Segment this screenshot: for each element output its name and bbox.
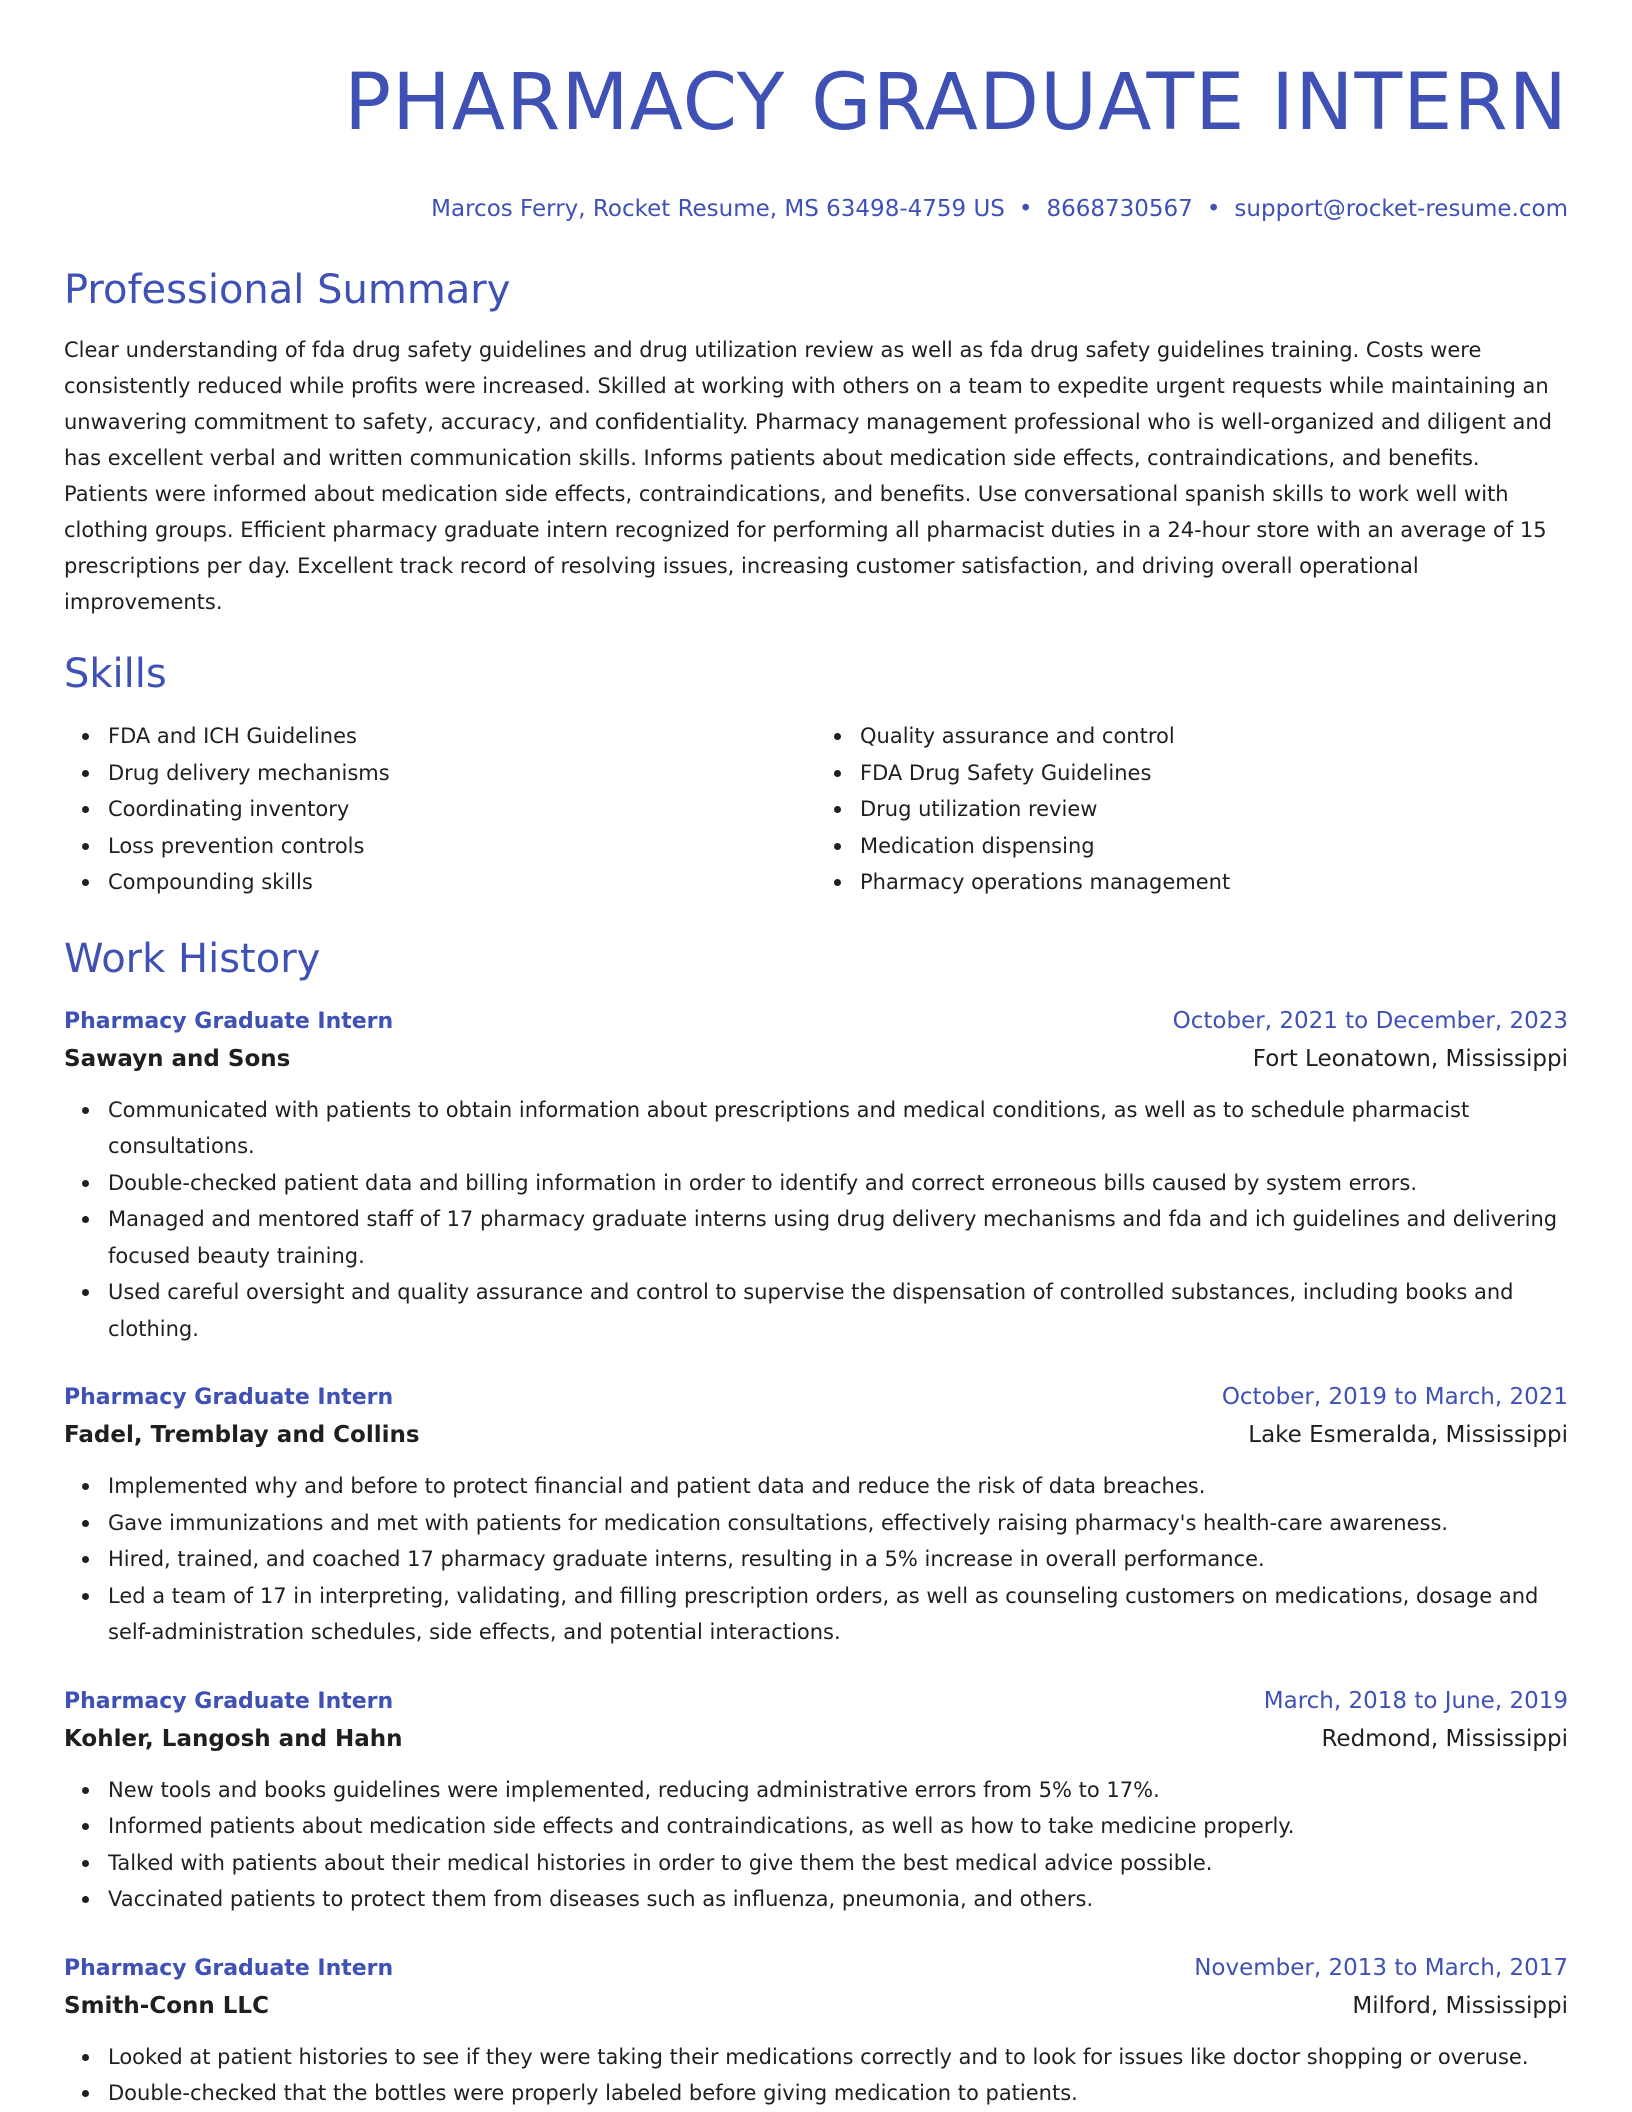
job-company-row bbox=[64, 1987, 1568, 2025]
job-company: Sawayn and Sons bbox=[64, 1045, 291, 1072]
resume-title: PHARMACY GRADUATE INTERN bbox=[344, 58, 1568, 148]
summary-text: Clear understanding of fda drug safety guidelines and drug utilization review as well as fda drug safety guidelines training. Costs were consistently reduced while profits were increased. Skilled at working with others on a team to expedite urgent requests while maintaining an unwavering commitment to safety, accuracy, and confidentiality. Pharmacy management professional who is well-organized and diligent and has excellent verbal and written communication skills. Informs patients about medication side effects, contraindications, and benefits. Patients were informed about medication side effects, contraindications, and benefits. Use conversational spanish skills to work well with clothing groups. Efficient pharmacy graduate intern recognized for performing all pharmacist duties in a 24-hour store with an average of 15 prescriptions per day. Excellent track record of resolving issues, increasing customer satisfaction, and driving overall operational improvements. bbox=[64, 338, 1552, 614]
skill-item: Quality assurance and control bbox=[860, 718, 1568, 755]
summary-heading: Professional Summary bbox=[64, 267, 511, 313]
job-location: Milford, Mississippi bbox=[1352, 1992, 1568, 2019]
skill-item: FDA and ICH Guidelines bbox=[108, 718, 816, 755]
contact-address: Marcos Ferry, Rocket Resume, MS 63498-4759 US bbox=[431, 196, 1005, 222]
work-history-heading: Work History bbox=[64, 935, 321, 982]
skills-column-right bbox=[816, 718, 1568, 901]
job-title: Pharmacy Graduate Intern bbox=[64, 1688, 394, 1714]
job-company-row bbox=[64, 1720, 1568, 1758]
skill-item: Medication dispensing bbox=[860, 828, 1568, 865]
contact-separator: • bbox=[1206, 196, 1221, 222]
job-bullets bbox=[64, 1468, 1568, 1651]
job-entry bbox=[64, 1950, 1568, 2112]
skill-item: Loss prevention controls bbox=[108, 828, 816, 865]
job-bullet: Double-checked patient data and billing information in order to identify and correct erroneous bills caused by system errors. bbox=[108, 1165, 1568, 1202]
contact-email[interactable]: support@rocket-resume.com bbox=[1234, 196, 1568, 222]
job-bullets bbox=[64, 1772, 1568, 1918]
job-company: Kohler, Langosh and Hahn bbox=[64, 1725, 403, 1752]
job-dates: March, 2018 to June, 2019 bbox=[1263, 1687, 1568, 1714]
job-title: Pharmacy Graduate Intern bbox=[64, 1008, 394, 1034]
job-header-row bbox=[64, 1683, 1568, 1720]
skill-item: FDA Drug Safety Guidelines bbox=[860, 755, 1568, 792]
job-bullet: Communicated with patients to obtain information about prescriptions and medical conditions, as well as to schedule pharmacist consultations. bbox=[108, 1092, 1568, 1165]
job-header-row bbox=[64, 1003, 1568, 1040]
skill-item: Drug utilization review bbox=[860, 791, 1568, 828]
skill-item: Compounding skills bbox=[108, 864, 816, 901]
job-bullet: Vaccinated patients to protect them from diseases such as influenza, pneumonia, and others. bbox=[108, 1881, 1568, 1918]
job-company-row bbox=[64, 1040, 1568, 1078]
job-location: Fort Leonatown, Mississippi bbox=[1252, 1045, 1568, 1072]
job-company-row bbox=[64, 1416, 1568, 1454]
job-entry bbox=[64, 1683, 1568, 1918]
contact-separator: • bbox=[1018, 196, 1033, 222]
job-bullet: Implemented why and before to protect financial and patient data and reduce the risk of data breaches. bbox=[108, 1468, 1568, 1505]
skill-item: Drug delivery mechanisms bbox=[108, 755, 816, 792]
skills-grid bbox=[64, 718, 1568, 901]
job-bullet: Gave immunizations and met with patients for medication consultations, effectively raising pharmacy's health-care awareness. bbox=[108, 1505, 1568, 1542]
job-bullet: Hired, trained, and coached 17 pharmacy graduate interns, resulting in a 5% increase in overall performance. bbox=[108, 1541, 1568, 1578]
job-title: Pharmacy Graduate Intern bbox=[64, 1955, 394, 1981]
job-entry bbox=[64, 1003, 1568, 1348]
job-dates: November, 2013 to March, 2017 bbox=[1194, 1954, 1568, 1981]
skill-item: Coordinating inventory bbox=[108, 791, 816, 828]
skills-column-left bbox=[64, 718, 816, 901]
job-bullets bbox=[64, 1092, 1568, 1348]
job-company: Smith-Conn LLC bbox=[64, 1992, 269, 2019]
job-location: Redmond, Mississippi bbox=[1321, 1725, 1568, 1752]
job-dates: October, 2021 to December, 2023 bbox=[1172, 1007, 1568, 1034]
job-bullet: Led a team of 17 in interpreting, validating, and filling prescription orders, as well as counseling customers on medications, dosage and self-administration schedules, side effects, and potential interactions. bbox=[108, 1578, 1568, 1651]
job-bullets bbox=[64, 2039, 1568, 2112]
job-bullet: Talked with patients about their medical histories in order to give them the best medical advice possible. bbox=[108, 1845, 1568, 1882]
job-header-row bbox=[64, 1379, 1568, 1416]
job-bullet: Double-checked that the bottles were properly labeled before giving medication to patients. bbox=[108, 2075, 1568, 2112]
resume-page bbox=[64, 0, 1568, 2112]
job-location: Lake Esmeralda, Mississippi bbox=[1248, 1422, 1568, 1448]
job-header-row bbox=[64, 1950, 1568, 1987]
contact-phone: 8668730567 bbox=[1046, 196, 1193, 222]
job-entry bbox=[64, 1379, 1568, 1651]
job-bullet: Looked at patient histories to see if they were taking their medications correctly and to look for issues like doctor shopping or overuse. bbox=[108, 2039, 1568, 2076]
job-title: Pharmacy Graduate Intern bbox=[64, 1385, 394, 1410]
contact-line bbox=[64, 194, 1568, 224]
job-bullet: Managed and mentored staff of 17 pharmacy graduate interns using drug delivery mechanisms and fda and ich guidelines and delivering focused beauty training. bbox=[108, 1201, 1568, 1274]
job-bullet: Informed patients about medication side effects and contraindications, as well as how to take medicine properly. bbox=[108, 1808, 1568, 1845]
skills-heading: Skills bbox=[64, 651, 167, 697]
job-dates: October, 2019 to March, 2021 bbox=[1221, 1384, 1568, 1410]
job-bullet: New tools and books guidelines were implemented, reducing administrative errors from 5% to 17%. bbox=[108, 1772, 1568, 1809]
job-bullet: Used careful oversight and quality assurance and control to supervise the dispensation of controlled substances, including books and clothing. bbox=[108, 1274, 1568, 1347]
skill-item: Pharmacy operations management bbox=[860, 864, 1568, 901]
job-company: Fadel, Tremblay and Collins bbox=[64, 1422, 420, 1448]
